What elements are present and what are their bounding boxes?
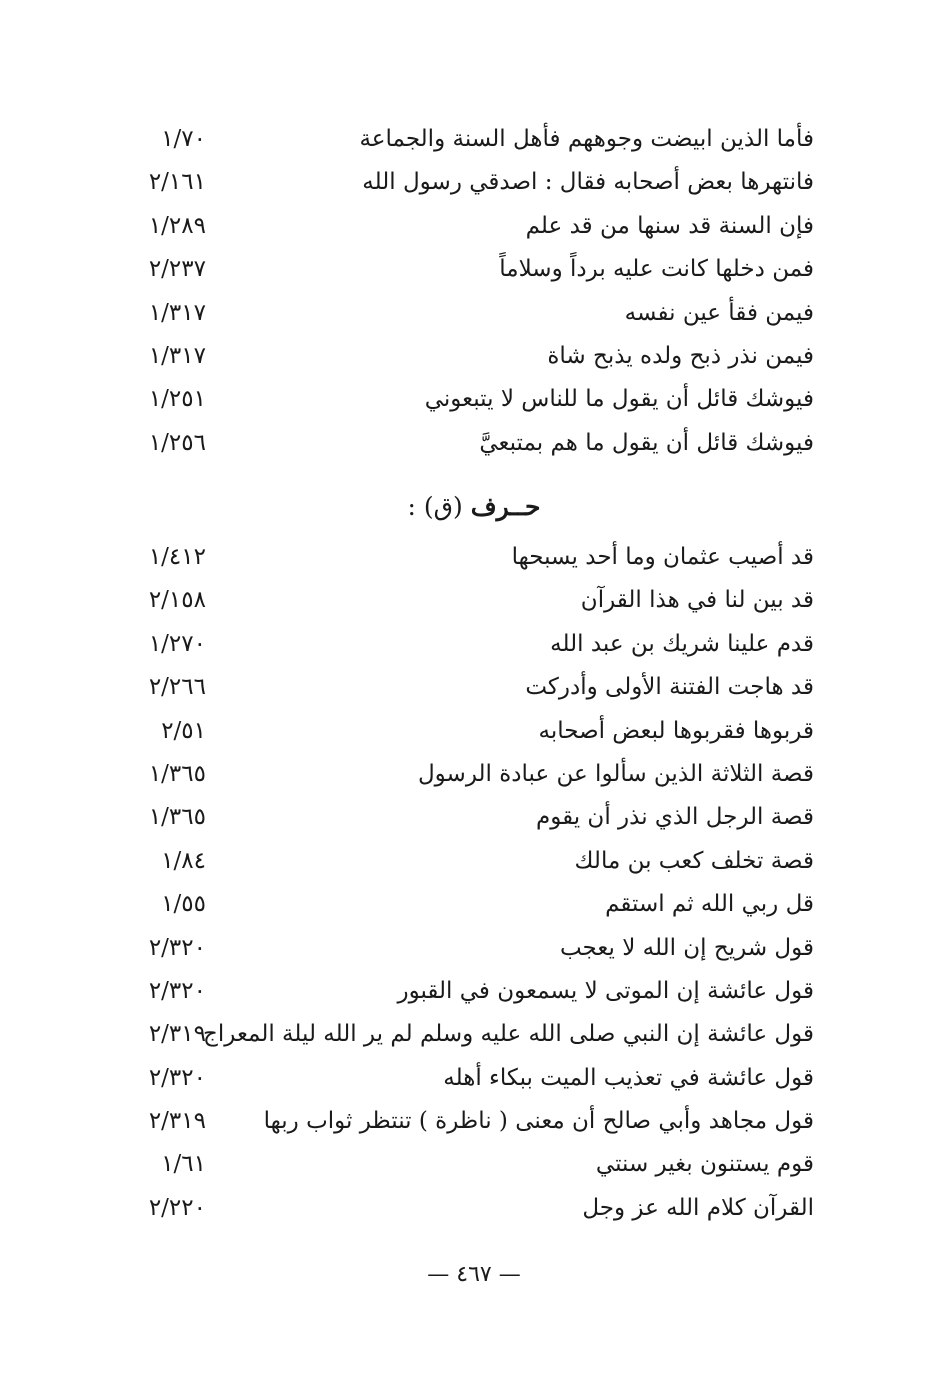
index-entry bbox=[100, 840, 820, 883]
entry-text: قصة تخلف كعب بن مالك bbox=[574, 847, 814, 874]
entry-ref: ١/٣١٧ bbox=[148, 342, 206, 369]
index-entry bbox=[100, 335, 820, 378]
index-entry bbox=[100, 292, 820, 335]
entry-text: فانتهرها بعض أصحابه فقال : اصدقي رسول الله bbox=[362, 169, 814, 196]
entry-text: قد هاجت الفتنة الأولى وأدركت bbox=[525, 674, 814, 701]
index-entry bbox=[100, 1013, 820, 1056]
entry-ref: ١/٣١٧ bbox=[148, 299, 206, 326]
entry-text: قل ربي الله ثم استقم bbox=[605, 891, 814, 918]
entry-text: قدم علينا شريك بن عبد الله bbox=[550, 630, 814, 657]
entry-ref: ١/٣٦٥ bbox=[148, 760, 206, 787]
entry-ref: ١/٢٨٩ bbox=[148, 212, 206, 239]
entry-text: فيوشك قائل أن يقول ما هم بمتبعيَّ bbox=[479, 429, 814, 456]
index-entry bbox=[100, 710, 820, 753]
entry-ref: ١/٢٥١ bbox=[148, 386, 206, 413]
index-entry bbox=[100, 1057, 820, 1100]
entry-ref: ١/٣٦٥ bbox=[148, 804, 206, 831]
index-entry bbox=[100, 927, 820, 970]
entry-ref: ١/٧٠ bbox=[161, 126, 206, 152]
entry-ref: ٢/٣١٩ bbox=[148, 1021, 206, 1048]
index-entry bbox=[100, 422, 820, 465]
index-entry bbox=[100, 579, 820, 622]
entry-text: قول عائشة في تعذيب الميت ببكاء أهله bbox=[443, 1064, 814, 1091]
index-entry bbox=[100, 118, 820, 161]
entry-text: فمن دخلها كانت عليه برداً وسلاماً bbox=[499, 256, 814, 283]
index-entry bbox=[100, 753, 820, 796]
section-heading-word: حــرف bbox=[470, 492, 541, 521]
index-entry bbox=[100, 248, 820, 291]
entry-ref: ٢/٢٢٠ bbox=[148, 1194, 206, 1221]
index-entry bbox=[100, 1187, 820, 1230]
entry-ref: ١/٤١٢ bbox=[148, 544, 206, 570]
index-entry bbox=[100, 205, 820, 248]
index-list-top bbox=[100, 118, 820, 465]
index-entry bbox=[100, 970, 820, 1013]
entry-text: قصة الرجل الذي نذر أن يقوم bbox=[535, 804, 814, 831]
entry-ref: ٢/٢٣٧ bbox=[148, 256, 206, 283]
index-entry bbox=[100, 161, 820, 204]
entry-text: القرآن كلام الله عز وجل bbox=[582, 1194, 814, 1221]
entry-text: قول عائشة إن الموتى لا يسمعون في القبور bbox=[397, 977, 814, 1004]
entry-text: قول عائشة إن النبي صلى الله عليه وسلم لم ير الله ليلة المعراج bbox=[203, 1021, 814, 1048]
entry-ref: ٢/٣٢٠ bbox=[148, 934, 206, 961]
entry-text: فيوشك قائل أن يقول ما للناس لا يتبعوني bbox=[424, 386, 814, 413]
page-number: — ٤٦٧ — bbox=[427, 1262, 521, 1287]
index-entry bbox=[100, 666, 820, 709]
entry-ref: ٢/١٥٨ bbox=[148, 587, 206, 614]
entry-text: قوم يستنون بغير سنتي bbox=[595, 1151, 814, 1178]
entry-text: فإن السنة قد سنها من قد علم bbox=[525, 212, 814, 239]
entry-ref: ٢/٣١٩ bbox=[148, 1108, 206, 1135]
entry-text: قول مجاهد وأبي صالح أن معنى ( ناظرة ) تنتظر ثواب ربها bbox=[263, 1108, 814, 1135]
entry-text: قصة الثلاثة الذين سألوا عن عبادة الرسول bbox=[417, 760, 814, 787]
entry-ref: ٢/١٦١ bbox=[148, 169, 206, 196]
entry-ref: ٢/٣٢٠ bbox=[148, 1064, 206, 1091]
entry-text: فيمن فقأ عين نفسه bbox=[624, 299, 814, 326]
entry-text: قد أصيب عثمان وما أحد يسبحها bbox=[511, 544, 814, 570]
entry-text: قربوها فقربوها لبعض أصحابه bbox=[538, 717, 814, 744]
entry-ref: ٢/٢٦٦ bbox=[148, 674, 206, 701]
entry-text: قد بين لنا في هذا القرآن bbox=[580, 587, 814, 614]
entry-ref: ٢/٥١ bbox=[161, 717, 206, 744]
entry-ref: ١/٨٤ bbox=[161, 847, 206, 874]
index-list-bottom bbox=[100, 536, 820, 1230]
entry-ref: ١/٢٥٦ bbox=[148, 429, 206, 456]
entry-text: قول شريح إن الله لا يعجب bbox=[559, 934, 814, 961]
entry-ref: ١/٦١ bbox=[161, 1151, 206, 1178]
index-entry bbox=[100, 378, 820, 421]
section-heading-letter: (ق) : bbox=[407, 492, 463, 521]
entry-ref: ٢/٣٢٠ bbox=[148, 977, 206, 1004]
entry-text: فأما الذين ابيضت وجوههم فأهل السنة والجماعة bbox=[359, 126, 814, 152]
index-entry bbox=[100, 623, 820, 666]
index-entry bbox=[100, 1143, 820, 1186]
index-entry bbox=[100, 1100, 820, 1143]
entry-ref: ١/٢٧٠ bbox=[148, 630, 206, 657]
entry-text: فيمن نذر ذبح ولده يذبح شاة bbox=[547, 342, 814, 369]
section-heading bbox=[0, 488, 948, 528]
entry-ref: ١/٥٥ bbox=[161, 891, 206, 918]
index-entry bbox=[100, 536, 820, 579]
index-entry bbox=[100, 883, 820, 926]
index-entry bbox=[100, 796, 820, 839]
